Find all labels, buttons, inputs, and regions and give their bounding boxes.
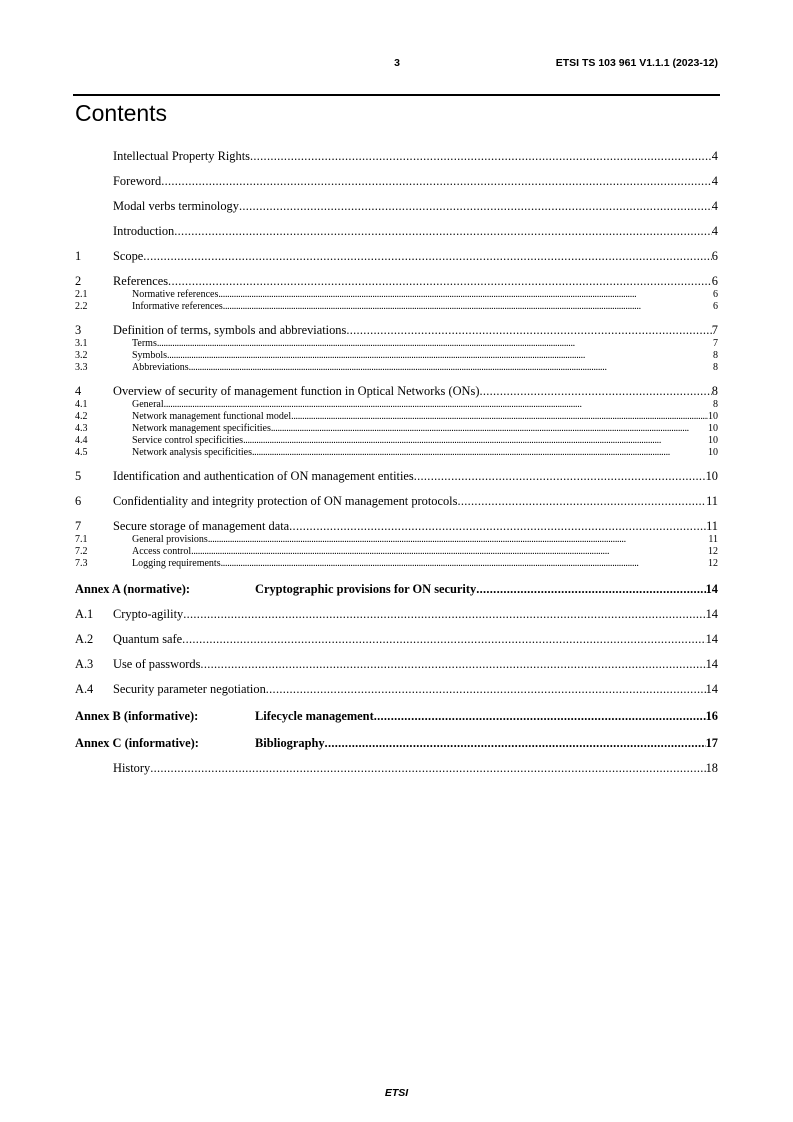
toc-dot-leader bbox=[150, 760, 705, 776]
toc-entry-number: 3.2 bbox=[75, 350, 88, 361]
toc-entry-number: A.4 bbox=[75, 682, 94, 696]
toc-entry-number: 4 bbox=[75, 384, 82, 398]
toc-entry[interactable] bbox=[75, 289, 718, 301]
toc-entry-number: 1 bbox=[75, 249, 82, 263]
toc-entry-page: 7 bbox=[711, 323, 718, 337]
toc-entry-page: 14 bbox=[705, 682, 718, 696]
toc-dot-leader bbox=[479, 383, 711, 399]
toc-entry-page: 11 bbox=[706, 494, 718, 508]
toc-dot-leader bbox=[252, 447, 708, 459]
toc-entry-page: 4 bbox=[711, 199, 718, 213]
toc-entry-page: 11 bbox=[706, 519, 718, 533]
toc-dot-leader bbox=[223, 301, 713, 313]
toc-entry-title: Bibliography bbox=[255, 736, 325, 750]
toc-dot-leader bbox=[476, 581, 705, 597]
toc-entry[interactable] bbox=[75, 383, 718, 399]
toc-entry-page: 14 bbox=[705, 582, 718, 596]
toc-entry-number: Annex B (informative): bbox=[75, 709, 199, 723]
toc-entry[interactable] bbox=[75, 435, 718, 447]
toc-entry-title: Secure storage of management data bbox=[113, 519, 290, 533]
toc-dot-leader bbox=[182, 631, 705, 647]
toc-dot-leader bbox=[414, 468, 706, 484]
toc-dot-leader bbox=[239, 198, 712, 214]
toc-entry[interactable] bbox=[75, 411, 718, 423]
toc-dot-leader bbox=[289, 518, 706, 534]
toc-entry-page: 4 bbox=[711, 149, 718, 163]
toc-dot-leader bbox=[218, 289, 713, 301]
toc-entry-title: Network analysis specificities bbox=[132, 447, 252, 458]
toc-entry[interactable] bbox=[75, 338, 718, 350]
toc-entry[interactable] bbox=[75, 447, 718, 459]
header-rule bbox=[73, 94, 720, 96]
toc-entry-number: 7 bbox=[75, 519, 82, 533]
toc-entry-page: 18 bbox=[705, 761, 718, 775]
toc-entry-number: Annex C (informative): bbox=[75, 736, 199, 750]
toc-entry-number: 7.1 bbox=[75, 534, 88, 545]
toc-entry-title: Normative references bbox=[132, 289, 219, 300]
toc-dot-leader bbox=[250, 148, 712, 164]
toc-entry-number: 5 bbox=[75, 469, 82, 483]
toc-entry-title: Network management functional model bbox=[132, 411, 292, 422]
toc-dot-leader bbox=[191, 546, 708, 558]
toc-entry-title: Informative references bbox=[132, 301, 223, 312]
toc-entry-number: A.3 bbox=[75, 657, 94, 671]
toc-entry-page: 8 bbox=[713, 350, 718, 361]
toc-entry-number: 6 bbox=[75, 494, 82, 508]
toc-entry[interactable] bbox=[75, 681, 718, 697]
toc-entry[interactable] bbox=[75, 301, 718, 313]
toc-entry[interactable] bbox=[75, 350, 718, 362]
toc-entry-page: 6 bbox=[711, 274, 718, 288]
toc-dot-leader bbox=[221, 558, 708, 570]
toc-dot-leader bbox=[291, 411, 708, 423]
toc-entry-page: 12 bbox=[708, 546, 718, 557]
toc-entry-page: 6 bbox=[713, 289, 718, 300]
toc-entry-title: Overview of security of management function in Optical Networks (ONs) bbox=[113, 384, 480, 398]
toc-entry[interactable] bbox=[75, 735, 718, 751]
toc-entry[interactable] bbox=[75, 606, 718, 622]
toc-entry-page: 16 bbox=[705, 709, 718, 723]
toc-entry[interactable] bbox=[75, 534, 718, 546]
toc-entry-page: 7 bbox=[713, 338, 718, 349]
toc-dot-leader bbox=[167, 350, 713, 362]
toc-entry-title: Identification and authentication of ON management entities bbox=[113, 469, 414, 483]
toc-entry-page: 17 bbox=[705, 736, 718, 750]
toc-entry-page: 11 bbox=[708, 534, 718, 545]
toc-dot-leader bbox=[157, 338, 713, 350]
toc-entry-page: 10 bbox=[708, 435, 718, 446]
toc-entry-page: 10 bbox=[708, 411, 718, 422]
toc-entry-title: Modal verbs terminology bbox=[113, 199, 239, 213]
toc-entry-page: 4 bbox=[711, 174, 718, 188]
toc-entry[interactable] bbox=[75, 322, 718, 338]
toc-entry-title: General bbox=[132, 399, 164, 410]
toc-entry-number: 4.4 bbox=[75, 435, 88, 446]
toc-entry-page: 10 bbox=[708, 423, 718, 434]
toc-entry[interactable] bbox=[75, 631, 718, 647]
toc-entry-number: Annex A (normative): bbox=[75, 582, 190, 596]
toc-entry[interactable] bbox=[75, 546, 718, 558]
toc-dot-leader bbox=[208, 534, 709, 546]
toc-entry-title: Crypto-agility bbox=[113, 607, 184, 621]
toc-entry[interactable] bbox=[75, 468, 718, 484]
toc-entry-page: 4 bbox=[711, 224, 718, 238]
toc-entry-page: 6 bbox=[711, 249, 718, 263]
toc-dot-leader bbox=[346, 322, 711, 338]
toc-entry[interactable] bbox=[75, 708, 718, 724]
toc-entry-title: Quantum safe bbox=[113, 632, 183, 646]
toc-dot-leader bbox=[168, 273, 712, 289]
toc-entry-title: Use of passwords bbox=[113, 657, 201, 671]
toc-dot-leader bbox=[164, 399, 713, 411]
document-id: ETSI TS 103 961 V1.1.1 (2023-12) bbox=[555, 57, 718, 69]
toc-entry-title: Symbols bbox=[132, 350, 168, 361]
toc-dot-leader bbox=[143, 248, 712, 264]
toc-dot-leader bbox=[266, 681, 706, 697]
toc-entry-number: 4.2 bbox=[75, 411, 88, 422]
toc-entry-number: 4.1 bbox=[75, 399, 88, 410]
toc-entry[interactable] bbox=[75, 273, 718, 289]
toc-entry-title: Abbreviations bbox=[132, 362, 189, 373]
toc-dot-leader bbox=[174, 223, 712, 239]
toc-dot-leader bbox=[374, 708, 706, 724]
toc-entry[interactable] bbox=[75, 399, 718, 411]
toc-entry[interactable] bbox=[75, 198, 718, 214]
toc-entry[interactable] bbox=[75, 656, 718, 672]
toc-entry-title: Confidentiality and integrity protection of ON management protocols bbox=[113, 494, 458, 508]
toc-dot-leader bbox=[325, 735, 706, 751]
toc-entry-number: 2 bbox=[75, 274, 82, 288]
toc-entry-title: Cryptographic provisions for ON security bbox=[255, 582, 477, 596]
toc-entry[interactable] bbox=[75, 760, 718, 776]
toc-entry-title: Foreword bbox=[113, 174, 162, 188]
toc-entry-title: Scope bbox=[113, 249, 144, 263]
page-number: 3 bbox=[394, 57, 400, 69]
toc-entry-page: 12 bbox=[708, 558, 718, 569]
toc-entry-title: Security parameter negotiation bbox=[113, 682, 266, 696]
table-of-contents bbox=[75, 142, 718, 776]
toc-entry-title: Lifecycle management bbox=[255, 709, 374, 723]
toc-entry[interactable] bbox=[75, 518, 718, 534]
page-title: Contents bbox=[75, 100, 168, 126]
toc-entry-number: 2.2 bbox=[75, 301, 88, 312]
toc-entry-title: Introduction bbox=[113, 224, 175, 238]
toc-entry-page: 6 bbox=[713, 301, 718, 312]
toc-entry-title: Terms bbox=[132, 338, 157, 349]
toc-dot-leader bbox=[271, 423, 708, 435]
toc-entry-page: 8 bbox=[713, 362, 718, 373]
toc-entry-number: 7.3 bbox=[75, 558, 88, 569]
toc-entry-page: 14 bbox=[705, 657, 718, 671]
toc-dot-leader bbox=[200, 656, 705, 672]
toc-entry-title: Network management specificities bbox=[132, 423, 271, 434]
toc-entry-number: 4.3 bbox=[75, 423, 88, 434]
toc-dot-leader bbox=[183, 606, 705, 622]
toc-entry-page: 10 bbox=[708, 447, 718, 458]
toc-dot-leader bbox=[161, 173, 712, 189]
toc-entry-number: A.2 bbox=[75, 632, 94, 646]
toc-entry-number: 7.2 bbox=[75, 546, 88, 557]
toc-dot-leader bbox=[457, 493, 706, 509]
toc-entry-number: 3.3 bbox=[75, 362, 88, 373]
toc-entry[interactable] bbox=[75, 223, 718, 239]
toc-entry-title: History bbox=[113, 761, 151, 775]
toc-entry-title: References bbox=[113, 274, 169, 288]
toc-entry-title: Intellectual Property Rights bbox=[113, 149, 250, 163]
toc-entry-page: 14 bbox=[705, 632, 718, 646]
toc-entry-page: 14 bbox=[705, 607, 718, 621]
toc-entry-number: 2.1 bbox=[75, 289, 88, 300]
toc-entry[interactable] bbox=[75, 362, 718, 374]
toc-entry-number: A.1 bbox=[75, 607, 94, 621]
toc-entry-page: 8 bbox=[711, 384, 718, 398]
toc-entry-title: Logging requirements bbox=[132, 558, 221, 569]
toc-entry[interactable] bbox=[75, 248, 718, 264]
toc-dot-leader bbox=[189, 362, 713, 374]
toc-entry-number: 3.1 bbox=[75, 338, 88, 349]
toc-entry-page: 8 bbox=[713, 399, 718, 410]
toc-entry[interactable] bbox=[75, 148, 718, 164]
toc-entry[interactable] bbox=[75, 173, 718, 189]
toc-entry-page: 10 bbox=[705, 469, 718, 483]
toc-entry-number: 4.5 bbox=[75, 447, 88, 458]
toc-entry[interactable] bbox=[75, 423, 718, 435]
toc-entry-title: General provisions bbox=[132, 534, 208, 545]
toc-entry-title: Service control specificities bbox=[132, 435, 244, 446]
toc-entry[interactable] bbox=[75, 558, 718, 570]
toc-entry-number: 3 bbox=[75, 323, 82, 337]
footer-logo-text: ETSI bbox=[384, 1087, 409, 1099]
toc-entry-title: Definition of terms, symbols and abbreviations bbox=[113, 323, 347, 337]
toc-entry[interactable] bbox=[75, 493, 718, 509]
toc-entry-title: Access control bbox=[132, 546, 192, 557]
toc-entry[interactable] bbox=[75, 581, 718, 597]
toc-dot-leader bbox=[243, 435, 708, 447]
